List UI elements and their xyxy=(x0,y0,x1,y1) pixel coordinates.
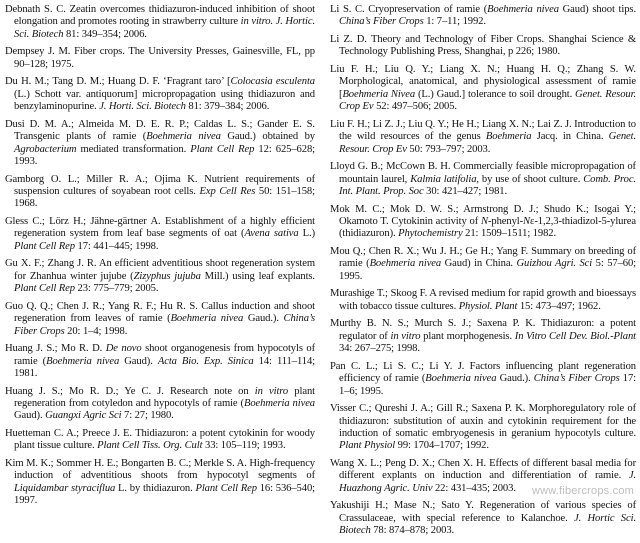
reference-text-segment: plant morphogenesis. xyxy=(420,330,515,342)
reference-italic-segment: Acta Bio. Exp. Sinica xyxy=(157,355,254,367)
reference-entry xyxy=(5,343,315,380)
reference-italic-segment: Plant Physiol xyxy=(339,440,396,452)
reference-text-segment: 5: 57–60; 1995. xyxy=(339,258,637,282)
reference-text-segment: 17: 441–445; 1998. xyxy=(74,240,159,252)
reference-italic-segment: De novo xyxy=(105,343,142,355)
reference-text-segment: Visser C.; Qureshi J. A.; Gill R.; Saxena P. K. Morphoregulatory role of thidiazuron: substitution of auxin and cytokinin requirement for the induction of somatic embryogenesis in geranium hypocotyls culture. xyxy=(330,403,636,440)
reference-entry xyxy=(5,258,315,295)
reference-italic-segment: Boehmeria nivea xyxy=(146,131,221,143)
reference-italic-segment: Genet. Resour. Crop Ev xyxy=(339,88,636,113)
reference-text-segment: Debnath S. C. Zeatin overcomes thidiazuron-induced inhibition of shoot elongation and promotes rooting in strawberry culture xyxy=(5,4,315,28)
reference-text-segment: 34: 267–275; 1998. xyxy=(339,343,420,355)
reference-text-segment: shoot organogenesis from hypocotyls of ramie ( xyxy=(14,343,315,367)
reference-text-segment: ε-1,2,3-thiadizol-5-ylurea (thidiazuron). xyxy=(339,216,636,240)
reference-text-segment: 21: 1509–1511; 1982. xyxy=(462,228,557,240)
reference-text-segment: Li S. C. Cryopreservation of ramie ( xyxy=(330,4,488,15)
reference-text-segment: -phenyl- xyxy=(487,216,524,228)
reference-entry xyxy=(5,46,315,71)
reference-entry xyxy=(5,4,315,41)
reference-text-segment: Mill.) using leaf explants. xyxy=(200,270,315,282)
reference-text-segment: Gamborg O. L.; Miller R. A.; Ojima K. Nutrient requirements of suspension cultures of soyabean root cells. xyxy=(5,173,315,198)
reference-text-segment: Liu F. H.; Liu Q. Y.; Liang X. N.; Huang H. Q.; Zhang S. W. Morphological, anatomical, and physiological assessment of ramie [ xyxy=(330,64,636,100)
reference-entry xyxy=(5,428,315,453)
reference-column-right xyxy=(330,4,636,543)
reference-text-segment: 12: 625–628; 1993. xyxy=(14,143,315,168)
reference-text-segment: 78: 874–878; 2003. xyxy=(370,525,455,537)
reference-text-segment: Murthy B. N. S.; Murch S. J.; Saxena P. K. Thidiazuron: a potent regulator of xyxy=(330,318,636,342)
reference-entry xyxy=(330,403,636,453)
reference-text-segment: 20: 1–4; 1998. xyxy=(64,325,128,337)
reference-text-segment: Mou Q.; Chen R. X.; Wu J. H.; Ge H.; Yang F. Summary on breeding of ramie ( xyxy=(330,246,636,270)
reference-text-segment: Yakushiji H.; Mase N.; Sato Y. Regeneration of various species of Crassulaceae, with special reference to Kalanchoe. xyxy=(330,500,636,524)
reference-italic-segment: China’s Fiber Crops xyxy=(339,16,424,28)
reference-text-segment: Huetteman C. A.; Preece J. E. Thidiazuron: a potent cytokinin for woody plant tissue culture. xyxy=(5,428,315,452)
reference-text-segment: 81: 379–384; 2006. xyxy=(185,101,270,113)
reference-text-segment: 50: 151–158; 1968. xyxy=(14,186,315,210)
reference-italic-segment: in vitro xyxy=(254,385,289,397)
reference-italic-segment: Exp Cell Res xyxy=(199,186,256,198)
reference-text-segment: 23: 775–779; 2005. xyxy=(74,283,159,295)
reference-text-segment: 33: 105–119; 1993. xyxy=(202,440,286,452)
reference-italic-segment: Boehmeria nivea xyxy=(369,258,442,270)
reference-italic-segment: Boehmeria xyxy=(485,131,532,143)
reference-text-segment: Gaud.) obtained by xyxy=(220,131,315,143)
reference-text-segment: Gaud) in China. xyxy=(441,258,517,270)
reference-text-segment: Du H. M.; Tang D. M.; Huang D. F. ‘Fragrant taro’ [ xyxy=(5,76,231,88)
reference-entry xyxy=(5,174,315,211)
reference-italic-segment: Guizhou Agri. Sci xyxy=(516,258,593,270)
watermark: www.fibercrops.com xyxy=(531,485,634,497)
reference-text-segment: Huang J. S.; Mo R. D.; Ye C. J. Research note on xyxy=(5,385,255,397)
reference-italic-segment: N xyxy=(480,216,488,228)
reference-italic-segment: in vitro. J. Hortic. Sci. Biotech xyxy=(14,16,316,40)
reference-italic-segment: Phytochemistry xyxy=(398,228,463,240)
reference-italic-segment: Guangxi Agric Sci xyxy=(45,410,122,422)
reference-text-segment: Dempsey J. M. Fiber crops. The University Presses, Gainesville, FL, pp 90–128; 1975. xyxy=(5,46,315,70)
reference-text-segment: mediated transformation. xyxy=(76,143,191,155)
reference-italic-segment: Comb. Proc. Int. Plant. Prop. Soc xyxy=(339,173,636,198)
reference-text-segment: Pan C. L.; Li S. C.; Li Y. J. Factors influencing plant regeneration efficiency of ramie ( xyxy=(330,360,636,385)
reference-text-segment: Kim M. K.; Sommer H. E.; Bongarten B. C.; Merkle S. A. High-frequency induction of adventitious shoots from hypocotyl segments of xyxy=(5,458,315,482)
reference-entry xyxy=(5,458,315,508)
reference-text-segment: Murashige T.; Skoog F. A revised medium for rapid growth and bioessays with tobacco tissue cultures. xyxy=(330,288,636,312)
reference-text-segment: L.) xyxy=(298,228,315,240)
reference-entry xyxy=(330,4,636,29)
reference-text-segment: , by use of shoot culture. xyxy=(476,173,584,185)
reference-text-segment: 14: 111–114; 1981. xyxy=(14,355,315,380)
reference-italic-segment: Boehmeria nivea xyxy=(46,355,120,367)
reference-text-segment: L. by thidiazuron. xyxy=(115,482,196,494)
reference-text-segment: Jacq. in China. xyxy=(531,131,609,143)
reference-italic-segment: Plant Cell Rep xyxy=(190,143,255,155)
reference-text-segment: Mok M. C.; Mok D. W. S.; Armstrong D. J.; Shudo K.; Isogai Y.; Okamoto T. Cytokinin activity of xyxy=(330,203,636,228)
reference-text-segment: Liu F. H.; Li Z. J.; Liu Q. Y.; He H.; Liang X. N.; Lai Z. J. Introduction to the wild resources of the genus xyxy=(330,118,636,143)
reference-text-segment: Gaud.). xyxy=(496,373,534,385)
reference-italic-segment: Boehmeria nivea xyxy=(487,4,559,15)
reference-text-segment: (L.) Schott var. antiquorum] micropropagation using thidiazuron and benzylaminopurine. xyxy=(14,88,315,113)
reference-entry xyxy=(5,386,315,423)
reference-entry xyxy=(330,64,636,114)
reference-text-segment: 15: 473–497; 1962. xyxy=(517,300,601,312)
reference-entry xyxy=(330,288,636,313)
reference-italic-segment: China’s Fiber Crops xyxy=(14,313,315,337)
reference-entry xyxy=(330,161,636,198)
reference-entry xyxy=(5,119,315,169)
reference-italic-segment: Boehmeria nivea xyxy=(170,313,244,325)
reference-text-segment: 16: 536–540; 1997. xyxy=(14,482,315,507)
reference-entry xyxy=(5,76,315,113)
reference-entry xyxy=(330,34,636,59)
reference-italic-segment: Liquidambar styraciflua xyxy=(14,482,116,494)
reference-text-segment: 81: 349–354; 2006. xyxy=(63,28,147,40)
reference-text-segment: 17: 1–6; 1995. xyxy=(339,373,636,397)
reference-column-left xyxy=(5,4,315,513)
reference-text-segment: (L.) Gaud.] tolerance to soil drought. xyxy=(415,88,576,100)
reference-italic-segment: Agrobacterium xyxy=(14,143,77,155)
reference-entry xyxy=(330,119,636,156)
reference-italic-segment: in vitro xyxy=(390,330,421,342)
reference-italic-segment: J. Huazhong Agric. Univ xyxy=(339,470,636,494)
reference-italic-segment: Plant Cell Rep xyxy=(14,283,75,295)
reference-italic-segment: In Vitro Cell Dev. Biol.-Plant xyxy=(514,330,636,342)
reference-italic-segment: Boehmeria nivea xyxy=(425,373,497,385)
reference-italic-segment: Plant Cell Rep xyxy=(14,240,75,252)
reference-italic-segment: Plant Cell Rep xyxy=(195,482,257,494)
reference-italic-segment: Boehmeria Nivea xyxy=(342,88,416,100)
reference-text-segment: 50: 793–797; 2003. xyxy=(406,143,491,155)
reference-italic-segment: Genet. Resour. Crop Ev xyxy=(339,131,637,155)
reference-italic-segment: J. Horti. Sci. Biotech xyxy=(99,101,186,113)
reference-entry xyxy=(330,500,636,537)
reference-text-segment: Guo Q. Q.; Chen J. R.; Yang R. F.; Hu R. S. Callus induction and shoot regeneration from leaves of ramie ( xyxy=(5,300,315,325)
reference-italic-segment: Avena sativa xyxy=(244,228,299,240)
reference-italic-segment: Plant Cell Tiss. Org. Cult xyxy=(97,440,203,452)
reference-entry xyxy=(330,204,636,241)
reference-entry xyxy=(5,301,315,338)
reference-italic-segment: Zizyphus jujuba xyxy=(133,270,201,282)
reference-text-segment: Gaud.). xyxy=(243,313,284,325)
reference-italic-segment: Colocasia esculenta xyxy=(230,76,315,88)
reference-text-segment: 7: 27; 1980. xyxy=(121,410,174,422)
reference-text-segment: 99: 1704–1707; 1992. xyxy=(395,440,489,452)
reference-entry xyxy=(330,361,636,398)
reference-text-segment: Gaud) shoot tips. xyxy=(558,4,636,15)
reference-italic-segment: Boehmeria nivea xyxy=(243,398,315,410)
reference-text-segment: Lloyd G. B.; McCown B. H. Commercially feasible micropropagation of mountain laurel, xyxy=(330,161,636,185)
reference-entry xyxy=(5,216,315,253)
reference-italic-segment: Kalmia latifolia xyxy=(410,173,477,185)
reference-text-segment: Li Z. D. Theory and Technology of Fiber Crops. Shanghai Science & Technology Publishing Press, Shanghai, p 226; 1980. xyxy=(330,34,636,58)
reference-italic-segment: N xyxy=(523,216,531,228)
reference-text-segment: Dusi D. M. A.; Almeida M. D. E. R. P.; Caldas L. S.; Gander E. S. Transgenic plants of ramie ( xyxy=(5,118,315,143)
reference-text-segment: Gaud). xyxy=(119,355,158,367)
reference-text-segment: 1: 7–11; 1992. xyxy=(423,16,486,28)
reference-text-segment: 30: 421–427; 1981. xyxy=(423,186,508,198)
reference-text-segment: 52: 497–506; 2005. xyxy=(373,101,457,113)
reference-italic-segment: Physiol. Plant xyxy=(458,300,518,312)
reference-text-segment: Gu X. F.; Zhang J. R. An efficient adventitious shoot regeneration system for Zhanhua winter jujube ( xyxy=(5,258,315,282)
reference-text-segment: Gless C.; Lörz H.; Jähne-gärtner A. Establishment of a highly efficient regeneration system from leaf base segments of oat ( xyxy=(5,216,315,240)
reference-entry xyxy=(330,318,636,355)
reference-italic-segment: J. Hortic Sci. Biotech xyxy=(339,512,636,537)
reference-text-segment: Wang X. L.; Peng D. X.; Chen X. H. Effects of different basal media for different explants on induction and differentiation of ramie. xyxy=(330,458,636,482)
reference-text-segment: Gaud). xyxy=(14,410,46,422)
reference-text-segment: Huang J. S.; Mo R. D. xyxy=(5,343,106,355)
reference-text-segment: 22: 431–435; 2003. xyxy=(432,482,516,494)
reference-text-segment: plant regeneration from cotyledon and hypocotyls of ramie ( xyxy=(14,385,315,410)
reference-italic-segment: China’s Fiber Crops xyxy=(533,373,620,385)
reference-entry xyxy=(330,246,636,283)
